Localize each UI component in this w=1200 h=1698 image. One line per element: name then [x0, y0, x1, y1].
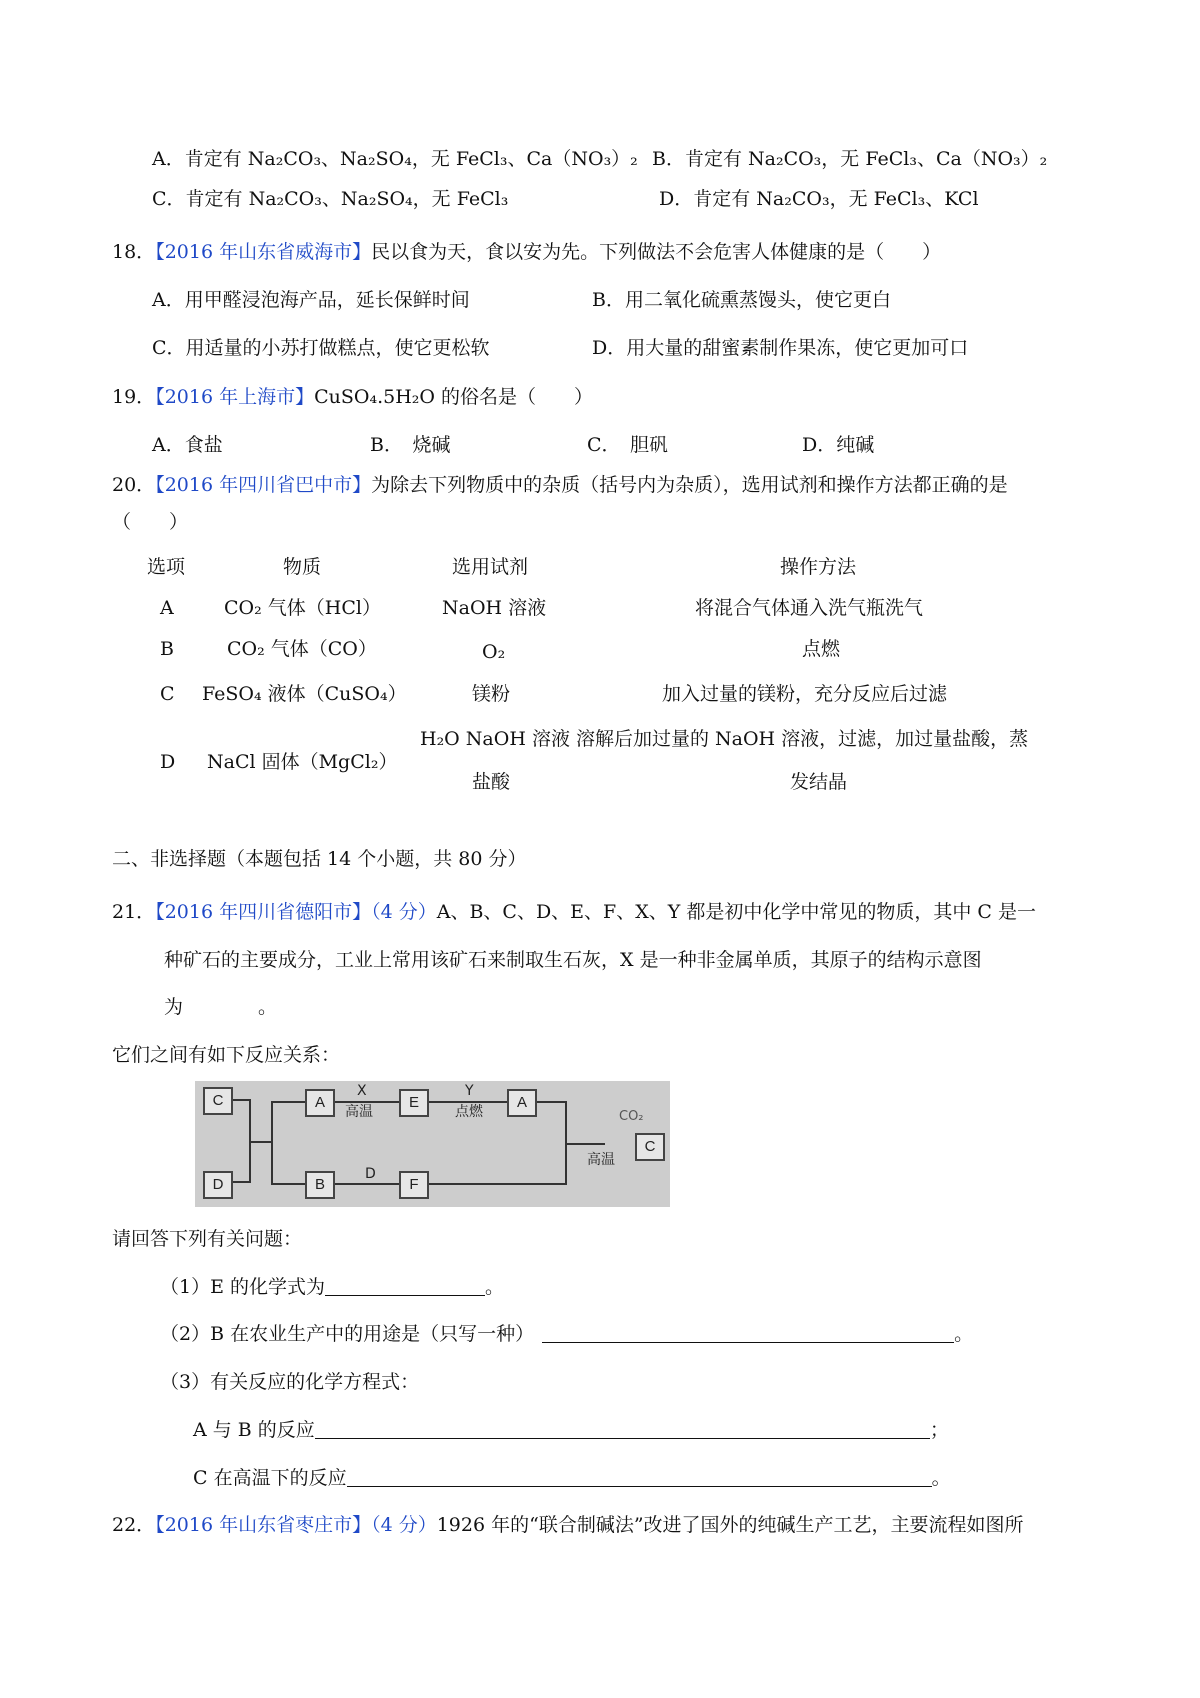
q18-stem: [112, 240, 941, 265]
q21-part1-blank[interactable]: [325, 1276, 485, 1296]
box-c-left: C: [203, 1087, 233, 1115]
q21-part3-a-blank[interactable]: [315, 1419, 930, 1439]
q20-source: 【2016 年四川省巴中市】: [155, 474, 372, 496]
q22-text: 1926 年的“联合制碱法”改进了国外的纯碱生产工艺，主要流程如图所: [436, 1514, 1024, 1536]
q20-row-b-reagent: O₂: [482, 641, 506, 663]
q20-row-b-method: 点燃: [802, 638, 841, 660]
q18-option-d: D．用大量的甜蜜素制作果冻，使它更加可口: [592, 337, 969, 359]
q20-row-a-reagent: NaOH 溶液: [442, 597, 547, 619]
q21-relation-intro: 它们之间有如下反应关系：: [112, 1044, 341, 1066]
q20-stem: [112, 473, 1008, 498]
q21-part2-text: （2）B 在农业生产中的用途是（只写一种）: [160, 1323, 535, 1345]
q17-option-d: D．肯定有 Na₂CO₃，无 FeCl₃、KCl: [659, 188, 979, 210]
q19-option-c: C． 胆矾: [587, 434, 669, 456]
q18-number: 18．: [112, 241, 156, 263]
q21-part1-end: 。: [485, 1276, 505, 1298]
q17-option-a: A．肯定有 Na₂CO₃、Na₂SO₄，无 FeCl₃、Ca（NO₃）₂: [152, 148, 638, 170]
q20-row-a-substance: CO₂ 气体（HCl）: [224, 597, 381, 619]
q17-option-c: C．肯定有 Na₂CO₃、Na₂SO₄，无 FeCl₃: [152, 188, 509, 210]
box-c-right: C: [635, 1133, 665, 1161]
box-b: B: [305, 1171, 335, 1199]
q21-part3-b: [193, 1466, 951, 1491]
q20-row-c-substance: FeSO₄ 液体（CuSO₄）: [202, 683, 407, 705]
q21-text-1: A、B、C、D、E、F、X、Y 都是初中化学中常见的物质，其中 C 是一: [436, 901, 1036, 923]
q22-source: 【2016 年山东省枣庄市】（4 分）: [155, 1514, 437, 1536]
q19-stem: [112, 385, 593, 410]
q21-number: 21．: [112, 901, 156, 923]
label-ignite: 点燃: [455, 1104, 483, 1120]
q21-part3-a-end: ；: [929, 1419, 949, 1441]
q21-stem-line2: 种矿石的主要成分，工业上常用该矿石来制取生石灰，X 是一种非金属单质，其原子的结构示意图: [164, 949, 982, 971]
q18-source: 【2016 年山东省威海市】: [155, 241, 372, 263]
q19-number: 19．: [112, 386, 156, 408]
q18-text: 民以食为天，食以安为先。下列做法不会危害人体健康的是（ ）: [371, 241, 942, 263]
q21-stem-line1: [112, 900, 1036, 925]
q20-row-c-option: C: [160, 683, 175, 705]
q21-part3-b-end: 。: [931, 1467, 951, 1489]
q20-header-option: 选项: [147, 556, 186, 578]
q21-part3-a-text: A 与 B 的反应: [193, 1419, 315, 1441]
q20-number: 20．: [112, 474, 156, 496]
q18-option-b: B．用二氧化硫熏蒸馒头，使它更白: [592, 289, 891, 311]
q22-stem: [112, 1513, 1024, 1538]
q20-row-d-line1: H₂O NaOH 溶液 溶解后加过量的 NaOH 溶液，过滤，加过量盐酸，蒸: [420, 728, 1029, 750]
q21-part1-text: （1）E 的化学式为: [160, 1276, 325, 1298]
q20-header-method: 操作方法: [780, 556, 857, 578]
box-e: E: [399, 1089, 429, 1117]
q20-header-reagent: 选用试剂: [452, 556, 529, 578]
q21-stem-line3: [164, 995, 277, 1020]
q21-part1: [160, 1275, 504, 1300]
section-2-heading: 二、非选择题（本题包括 14 个小题，共 80 分）: [112, 848, 527, 870]
q22-number: 22．: [112, 1514, 156, 1536]
q21-part2-blank[interactable]: [542, 1323, 954, 1343]
q17-option-b: B．肯定有 Na₂CO₃，无 FeCl₃、Ca（NO₃）₂: [652, 148, 1048, 170]
q20-row-b-substance: CO₂ 气体（CO）: [227, 638, 377, 660]
reaction-diagram: [195, 1081, 670, 1207]
label-x: X: [357, 1083, 367, 1099]
label-y: Y: [465, 1083, 474, 1099]
q19-source: 【2016 年上海市】: [155, 386, 315, 408]
q21-text-3b: 。: [258, 996, 278, 1018]
q19-text: CuSO₄.5H₂O 的俗名是（ ）: [314, 386, 594, 408]
label-high-temp-1: 高温: [345, 1104, 373, 1120]
label-high-temp-2: 高温: [587, 1152, 615, 1168]
q18-option-c: C．用适量的小苏打做糕点，使它更松软: [152, 337, 490, 359]
box-a-1: A: [305, 1089, 335, 1117]
q19-option-b: B． 烧碱: [370, 434, 451, 456]
box-f: F: [399, 1171, 429, 1199]
q21-ask: 请回答下列有关问题：: [112, 1228, 303, 1250]
q19-option-a: A．食盐: [152, 434, 223, 456]
q21-part2-end: 。: [954, 1323, 974, 1345]
q20-row-c-reagent: 镁粉: [472, 683, 511, 705]
q21-source: 【2016 年四川省德阳市】（4 分）: [155, 901, 437, 923]
q20-text: 为除去下列物质中的杂质（括号内为杂质），选用试剂和操作方法都正确的是: [371, 474, 1008, 496]
q21-part3-a: [193, 1418, 949, 1443]
label-d: D: [365, 1166, 376, 1182]
q20-row-d-option: D: [160, 751, 176, 773]
q21-text-3a: 为: [164, 996, 184, 1018]
q21-part2: [160, 1322, 973, 1347]
q20-row-d-substance: NaCl 固体（MgCl₂）: [207, 751, 398, 773]
q20-header-substance: 物质: [283, 556, 322, 578]
q20-row-a-option: A: [160, 597, 174, 619]
box-a-2: A: [507, 1089, 537, 1117]
q20-row-b-option: B: [160, 638, 174, 660]
q20-row-d-reagent-2: 盐酸: [472, 771, 511, 793]
q21-part3-b-text: C 在高温下的反应: [193, 1467, 347, 1489]
q21-part3: （3）有关反应的化学方程式：: [160, 1371, 420, 1393]
label-co2: CO₂: [619, 1109, 644, 1124]
q20-answer-paren: （ ）: [112, 511, 189, 533]
q20-row-c-method: 加入过量的镁粉，充分反应后过滤: [662, 683, 948, 705]
q21-part3-b-blank[interactable]: [347, 1467, 932, 1487]
q20-row-d-method-2: 发结晶: [790, 771, 848, 793]
q20-row-a-method: 将混合气体通入洗气瓶洗气: [695, 597, 924, 619]
box-d: D: [203, 1171, 233, 1199]
q18-option-a: A．用甲醛浸泡海产品，延长保鲜时间: [152, 289, 470, 311]
q19-option-d: D．纯碱: [802, 434, 875, 456]
